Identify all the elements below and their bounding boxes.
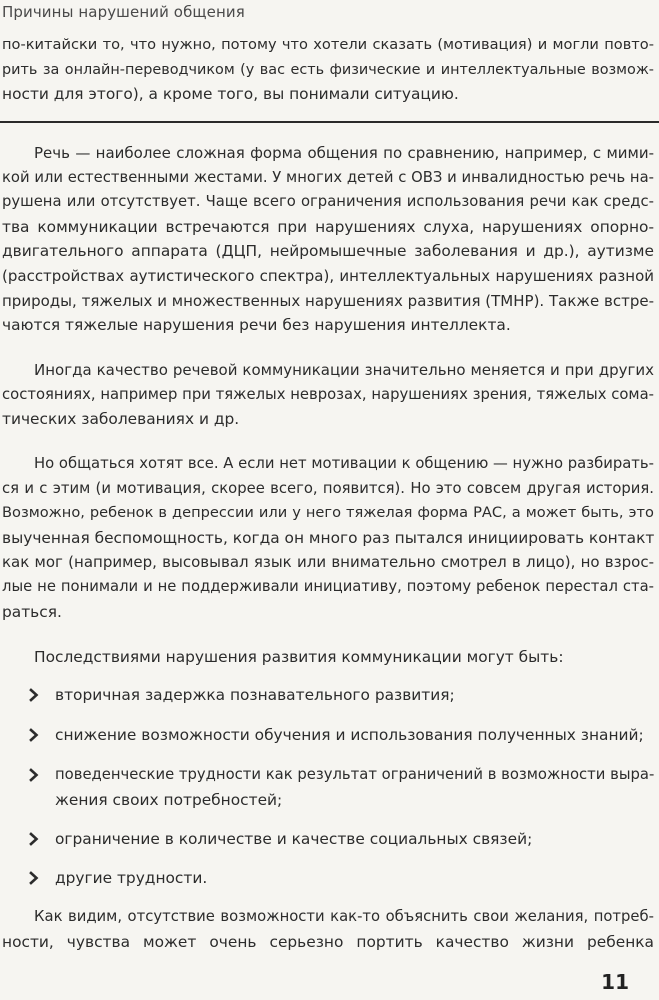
text-line: чаются тяжелые нарушения речи без нарушения интеллекта. <box>2 316 511 335</box>
text-line: Но общаться хотят все. А если нет мотивации к общению — нужно разбирать- <box>34 455 654 472</box>
list-item-text: ограничение в количестве и качестве социальных связей; <box>55 830 533 848</box>
text-line: кой или естественными жестами. У многих детей с ОВЗ и инвалидностью речь на- <box>2 168 654 186</box>
text-line: природы, тяжелых и множественных нарушениях развития (ТМНР). Также встре- <box>2 291 654 310</box>
text-line: Иногда качество речевой коммуникации значительно меняется и при других <box>34 361 654 379</box>
chevron-right-icon <box>28 870 40 886</box>
paragraph-consequences-intro <box>2 645 654 670</box>
list-item <box>28 763 654 812</box>
text-line: ности, чувства может очень серьезно портить качество жизни ребенка <box>2 932 654 951</box>
paragraph-speech <box>2 141 654 338</box>
text-line: лые не понимали и не поддерживали инициативу, поэтому ребенок перестал ста- <box>2 577 654 595</box>
text-line: Речь — наиболее сложная форма общения по сравнению, например, с мими- <box>34 144 654 162</box>
list-item-text: жения своих потребностей; <box>55 790 283 809</box>
text-line: по-китайски то, что нужно, потому что хотели сказать (мотивация) и могли повто- <box>2 36 654 53</box>
chevron-right-icon <box>28 727 40 743</box>
text-line: Как видим, отсутствие возможности как-то объяснить свои желания, потреб- <box>34 908 654 925</box>
list-item-text: поведенческие трудности как результат ограничений в возможности выра- <box>55 766 655 783</box>
list-item <box>28 723 654 748</box>
chevron-right-icon <box>28 831 40 847</box>
list-item-text: другие трудности. <box>55 869 208 887</box>
list-item <box>28 683 654 708</box>
section-divider <box>0 121 659 123</box>
list-item <box>28 866 654 891</box>
text-line: раться. <box>2 602 62 621</box>
text-line: ся и с этим (и мотивация, скорее всего, появится). Но это совсем другая история. <box>2 479 654 497</box>
intro-paragraph <box>2 33 654 107</box>
text-line: (расстройствах аутистического спектра), интеллектуальных нарушениях разной <box>2 266 654 285</box>
chevron-right-icon <box>28 767 40 783</box>
text-line: тва коммуникации встречаются при нарушениях слуха, нарушениях опорно- <box>2 217 654 236</box>
list-item-text: вторичная задержка познавательного развития; <box>55 686 455 704</box>
text-line: двигательного аппарата (ДЦП, нейромышечные заболевания и др.), аутизме <box>2 242 654 261</box>
text-line: как мог (например, высовывал язык или внимательно смотрел в лицо), но взрос- <box>2 553 654 572</box>
paragraph-other-states <box>2 358 654 432</box>
text-line: ности для этого), а кроме того, вы понимали ситуацию. <box>2 85 459 104</box>
running-header: Причины нарушений общения <box>2 3 245 21</box>
list-item <box>28 827 654 852</box>
page-number: 11 <box>601 970 629 994</box>
text-line: тических заболеваниях и др. <box>2 410 240 429</box>
paragraph-closing <box>2 905 654 954</box>
text-line: состояниях, например при тяжелых неврозах, нарушениях зрения, тяжелых сома- <box>2 385 654 403</box>
text-line: Возможно, ребенок в депрессии или у него тяжелая форма РАС, а может быть, это <box>2 504 654 522</box>
chevron-right-icon <box>28 687 40 703</box>
list-item-text: снижение возможности обучения и использования полученных знаний; <box>55 726 644 744</box>
text-line: Последствиями нарушения развития коммуникации могут быть: <box>34 648 564 666</box>
text-line: рить за онлайн-переводчиком (у вас есть физические и интеллектуальные возмож- <box>2 61 654 78</box>
text-line: рушена или отсутствует. Чаще всего ограничения использования речи как средс- <box>2 193 654 211</box>
text-line: выученная беспомощность, когда он много раз пытался инициировать контакт <box>2 528 655 547</box>
paragraph-motivation <box>2 452 654 624</box>
